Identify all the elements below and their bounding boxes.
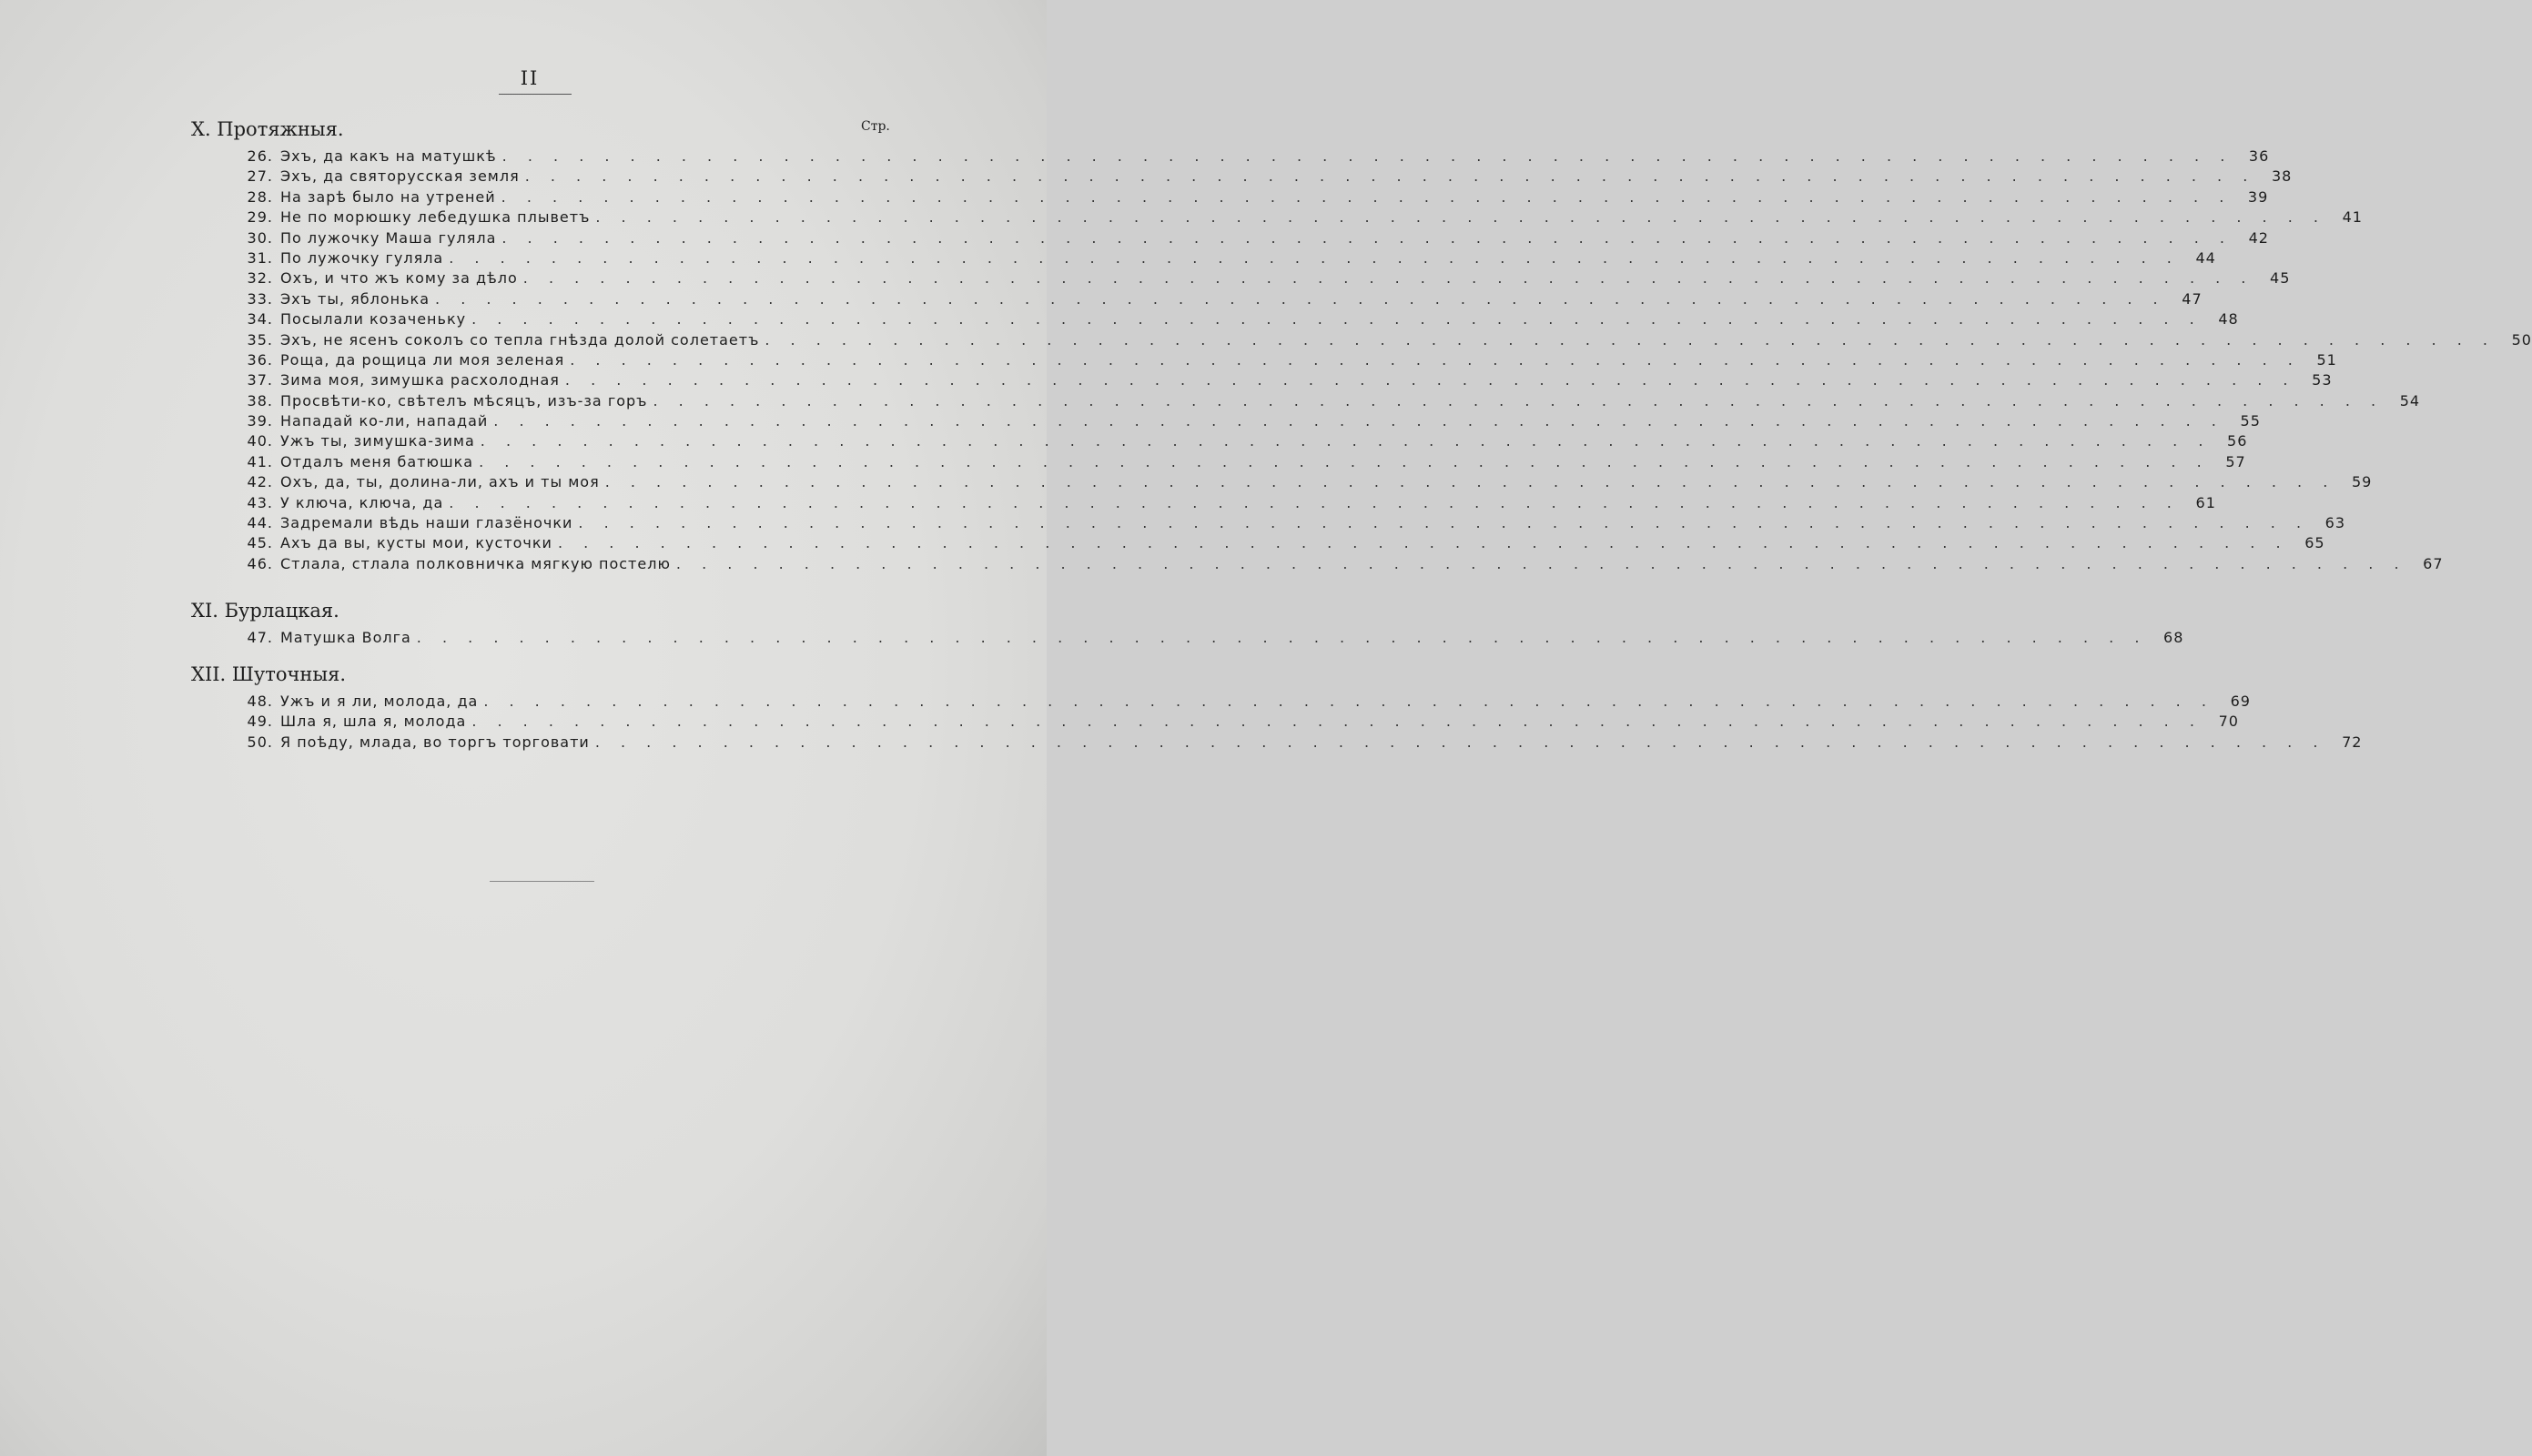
dot-leader: . . . . . . . . . . . . . . . . . . . . . . . . . . . . . . . . . . . . . . . . . . . . . . . . . . . . . . . . . . . . . . . . . . . . [524, 167, 2256, 186]
entry-number: 30. [247, 228, 273, 247]
entry-number: 33. [247, 289, 273, 308]
entry-page: 44 [2195, 248, 2216, 267]
page-number: II [520, 67, 540, 89]
entry-title: Эхъ, не ясенъ соколъ со тепла гнѣзда долой солетаетъ [280, 330, 760, 349]
entry-number: 31. [247, 248, 273, 267]
entry-page: 69 [2230, 693, 2251, 710]
dot-leader: . . . . . . . . . . . . . . . . . . . . . . . . . . . . . . . . . . . . . . . . . . . . . . . . . . . . . . . . . . . . . . . . . . . . [501, 147, 2233, 165]
entry-page: 42 [2248, 228, 2269, 247]
dot-leader: . . . . . . . . . . . . . . . . . . . . . . . . . . . . . . . . . . . . . . . . . . . . . . . . . . . . . . . . . . . . . . . . . . . . [604, 473, 2336, 491]
dot-leader: . . . . . . . . . . . . . . . . . . . . . . . . . . . . . . . . . . . . . . . . . . . . . . . . . . . . . . . . . . . . . . . . . . . . [449, 493, 2180, 511]
entry-number: 35. [247, 330, 273, 349]
entry-number: 32. [247, 269, 273, 288]
toc-entry [191, 628, 2184, 648]
toc-entry [191, 452, 2246, 472]
toc-entry [191, 493, 2216, 513]
entry-page: 41 [2342, 208, 2363, 227]
toc-entry [191, 207, 2363, 228]
entry-page: 53 [2312, 371, 2333, 389]
toc-entry [191, 554, 2444, 574]
entry-number: 38. [247, 391, 273, 410]
entry-title: Эхъ ты, яблонька [280, 289, 430, 308]
entry-number: 39. [247, 412, 273, 430]
entry-number: 50. [247, 733, 273, 751]
entry-page: 38 [2271, 167, 2293, 186]
toc-entry [191, 513, 2346, 533]
entry-list [191, 692, 2363, 753]
entry-title: Посылали козаченьку [280, 310, 467, 329]
page-number-rule [499, 94, 572, 95]
entry-number: 27. [247, 167, 273, 186]
dot-leader: . . . . . . . . . . . . . . . . . . . . . . . . . . . . . . . . . . . . . . . . . . . . . . . . . . . . . . . . . . . . . . . . . . . . [435, 289, 2166, 308]
entry-title: Охъ, и что жъ кому за дѣло [280, 269, 518, 288]
toc-entry [191, 309, 2239, 329]
entry-number: 49. [247, 713, 273, 731]
toc-entry [191, 472, 2373, 492]
entry-page: 61 [2195, 493, 2216, 511]
entry-page: 59 [2351, 473, 2373, 491]
entry-number: 36. [247, 350, 273, 369]
entry-number: 40. [247, 432, 273, 450]
entry-title: Отдалъ меня батюшка [280, 452, 474, 470]
entry-title: Ужъ и я ли, молода, да [280, 693, 479, 710]
dot-leader: . . . . . . . . . . . . . . . . . . . . . . . . . . . . . . . . . . . . . . . . . . . . . . . . . . . . . . . . . . . . . . . . . . . . [479, 452, 2210, 470]
dot-leader: . . . . . . . . . . . . . . . . . . . . . . . . . . . . . . . . . . . . . . . . . . . . . . . . . . . . . . . . . . . . . . . . . . . . [564, 371, 2296, 389]
entry-number: 44. [247, 514, 273, 532]
dot-leader: . . . . . . . . . . . . . . . . . . . . . . . . . . . . . . . . . . . . . . . . . . . . . . . . . . . . . . . . . . . . . . . . . . . . [675, 554, 2407, 572]
entry-title: Шла я, шла я, молода [280, 713, 467, 731]
dot-leader: . . . . . . . . . . . . . . . . . . . . . . . . . . . . . . . . . . . . . . . . . . . . . . . . . . . . . . . . . . . . . . . . . . . . [483, 693, 2214, 710]
toc-entry [191, 167, 2293, 187]
toc-entry [191, 712, 2239, 732]
entry-number: 45. [247, 534, 273, 552]
entry-number: 43. [247, 493, 273, 511]
toc-entry [191, 733, 2363, 753]
entry-title: Эхъ, да какъ на матушкѣ [280, 147, 497, 165]
entry-number: 46. [247, 554, 273, 572]
entry-title: Матушка Волга [280, 629, 411, 646]
entry-page: 56 [2227, 432, 2248, 450]
toc-entry [191, 289, 2203, 309]
toc-entry [191, 248, 2216, 268]
entry-title: Зима моя, зимушка расхолодная [280, 371, 560, 389]
entry-number: 29. [247, 208, 273, 227]
entry-number: 42. [247, 473, 273, 491]
entry-title: Ужъ ты, зимушка-зима [280, 432, 475, 450]
entry-number: 26. [247, 147, 273, 165]
entry-page: 54 [2399, 391, 2421, 410]
dot-leader: . . . . . . . . . . . . . . . . . . . . . . . . . . . . . . . . . . . . . . . . . . . . . . . . . . . . . . . . . . . . . . . . . . . . [570, 350, 2301, 369]
dot-leader: . . . . . . . . . . . . . . . . . . . . . . . . . . . . . . . . . . . . . . . . . . . . . . . . . . . . . . . . . . . . . . . . . . . . [594, 733, 2326, 751]
entry-page: 39 [2247, 187, 2269, 206]
toc-entry [191, 533, 2325, 553]
toc-entry [191, 187, 2269, 207]
toc-entry [191, 147, 2270, 167]
toc-entry [191, 692, 2251, 712]
toc-entry [191, 330, 2532, 350]
dot-leader: . . . . . . . . . . . . . . . . . . . . . . . . . . . . . . . . . . . . . . . . . . . . . . . . . . . . . . . . . . . . . . . . . . . . [557, 534, 2289, 552]
entry-list [191, 147, 2532, 574]
section-title: XII. Шуточныя. [191, 663, 346, 685]
entry-title: Задремали вѣдь наши глазёночки [280, 514, 573, 532]
section-shutochnyya [191, 661, 2363, 753]
entry-title: На зарѣ было на утреней [280, 187, 496, 206]
dot-leader: . . . . . . . . . . . . . . . . . . . . . . . . . . . . . . . . . . . . . . . . . . . . . . . . . . . . . . . . . . . . . . . . . . . . [501, 187, 2233, 206]
entry-number: 41. [247, 452, 273, 470]
entry-page: 55 [2240, 412, 2261, 430]
entry-title: Охъ, да, ты, долина-ли, ахъ и ты моя [280, 473, 600, 491]
entry-page: 70 [2218, 713, 2239, 731]
entry-page: 51 [2316, 350, 2337, 369]
entry-title: Не по морюшку лебедушка плыветъ [280, 208, 591, 227]
entry-page: 47 [2182, 289, 2203, 308]
entry-title: У ключа, ключа, да [280, 493, 444, 511]
dot-leader: . . . . . . . . . . . . . . . . . . . . . . . . . . . . . . . . . . . . . . . . . . . . . . . . . . . . . . . . . . . . . . . . . . . . [493, 412, 2224, 430]
page-column-heading: Стр. [861, 119, 890, 134]
toc-entry [191, 391, 2421, 411]
dot-leader: . . . . . . . . . . . . . . . . . . . . . . . . . . . . . . . . . . . . . . . . . . . . . . . . . . . . . . . . . . . . . . . . . . . . [416, 629, 2148, 646]
entry-page: 36 [2248, 147, 2270, 165]
entry-number: 48. [247, 693, 273, 710]
dot-leader: . . . . . . . . . . . . . . . . . . . . . . . . . . . . . . . . . . . . . . . . . . . . . . . . . . . . . . . . . . . . . . . . . . . . [595, 208, 2326, 227]
entry-number: 34. [247, 310, 273, 329]
entry-list [191, 628, 2184, 648]
entry-title: Роща, да рощица ли моя зеленая [280, 350, 565, 369]
entry-title: Нападай ко-ли, нападай [280, 412, 489, 430]
entry-title: Стлала, стлала полковничка мягкую постелю [280, 554, 671, 572]
dot-leader: . . . . . . . . . . . . . . . . . . . . . . . . . . . . . . . . . . . . . . . . . . . . . . . . . . . . . . . . . . . . . . . . . . . . [501, 228, 2233, 247]
entry-title: Ахъ да вы, кусты мои, кусточки [280, 534, 552, 552]
entry-page: 57 [2225, 452, 2246, 470]
entry-number: 28. [247, 187, 273, 206]
dot-leader: . . . . . . . . . . . . . . . . . . . . . . . . . . . . . . . . . . . . . . . . . . . . . . . . . . . . . . . . . . . . . . . . . . . . [765, 330, 2496, 349]
closing-rule [490, 881, 594, 882]
entry-page: 68 [2163, 629, 2184, 646]
toc-entry [191, 411, 2261, 431]
entry-page: 72 [2342, 733, 2363, 751]
dot-leader: . . . . . . . . . . . . . . . . . . . . . . . . . . . . . . . . . . . . . . . . . . . . . . . . . . . . . . . . . . . . . . . . . . . . [480, 432, 2212, 450]
dot-leader: . . . . . . . . . . . . . . . . . . . . . . . . . . . . . . . . . . . . . . . . . . . . . . . . . . . . . . . . . . . . . . . . . . . . [578, 514, 2310, 532]
entry-page: 45 [2270, 269, 2291, 288]
entry-page: 50 [2511, 330, 2532, 349]
entry-title: Эхъ, да святорусская земля [280, 167, 520, 186]
entry-page: 63 [2324, 514, 2346, 532]
entry-number: 37. [247, 371, 273, 389]
entry-page: 48 [2218, 310, 2239, 329]
entry-title: По лужочку Маша гуляла [280, 228, 497, 247]
dot-leader: . . . . . . . . . . . . . . . . . . . . . . . . . . . . . . . . . . . . . . . . . . . . . . . . . . . . . . . . . . . . . . . . . . . . [471, 713, 2203, 731]
dot-leader: . . . . . . . . . . . . . . . . . . . . . . . . . . . . . . . . . . . . . . . . . . . . . . . . . . . . . . . . . . . . . . . . . . . . [449, 248, 2180, 267]
entry-title: Просвѣти-ко, свѣтелъ мѣсяцъ, изъ-за горъ [280, 391, 648, 410]
entry-number: 47. [247, 629, 273, 646]
section-title: XI. Бурлацкая. [191, 600, 339, 622]
section-burlatskaya [191, 597, 2184, 648]
toc-entry [191, 370, 2333, 390]
dot-leader: . . . . . . . . . . . . . . . . . . . . . . . . . . . . . . . . . . . . . . . . . . . . . . . . . . . . . . . . . . . . . . . . . . . . [522, 269, 2254, 288]
dot-leader: . . . . . . . . . . . . . . . . . . . . . . . . . . . . . . . . . . . . . . . . . . . . . . . . . . . . . . . . . . . . . . . . . . . . [653, 391, 2385, 410]
toc-entry [191, 350, 2337, 370]
toc-entry [191, 228, 2269, 248]
toc-entry [191, 268, 2291, 288]
section-title: X. Протяжныя. [191, 118, 344, 140]
entry-title: По лужочку гуляла [280, 248, 444, 267]
section-protyazhnyya [191, 116, 2532, 574]
entry-page: 65 [2304, 534, 2325, 552]
toc-entry [191, 431, 2248, 451]
dot-leader: . . . . . . . . . . . . . . . . . . . . . . . . . . . . . . . . . . . . . . . . . . . . . . . . . . . . . . . . . . . . . . . . . . . . [471, 310, 2203, 329]
entry-title: Я поѣду, млада, во торгъ торговати [280, 733, 590, 751]
entry-page: 67 [2423, 554, 2444, 572]
